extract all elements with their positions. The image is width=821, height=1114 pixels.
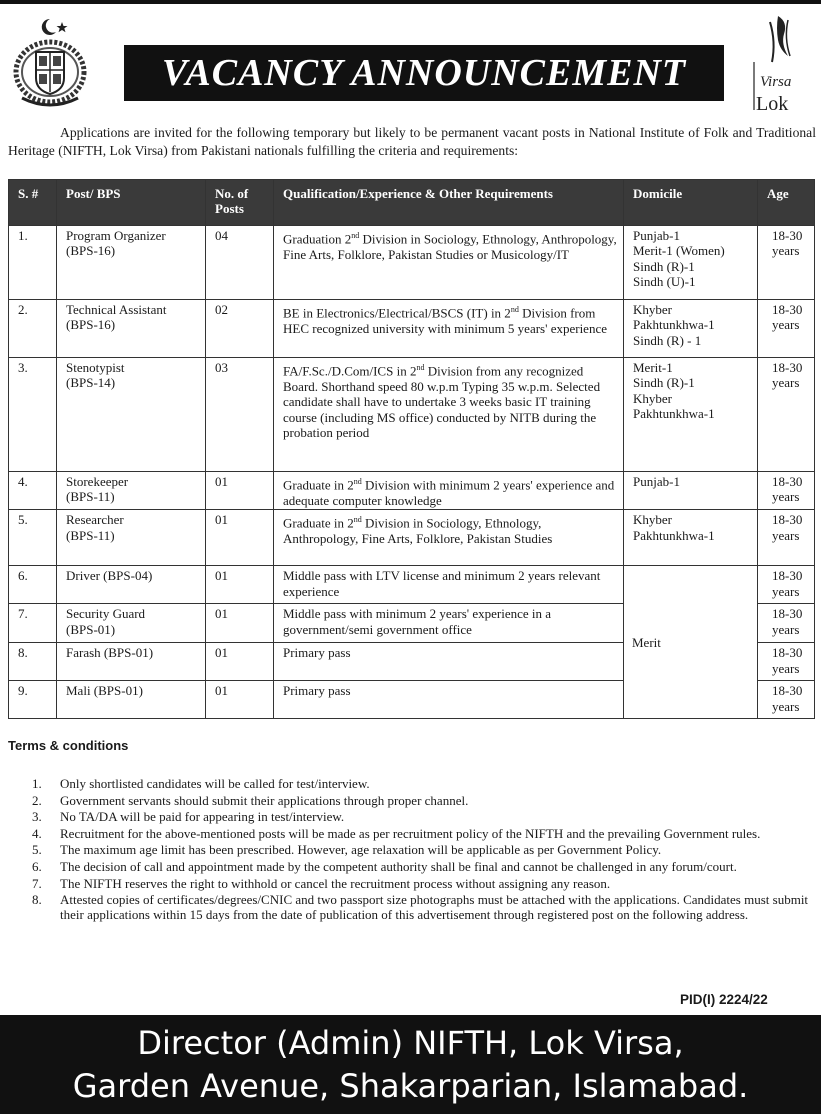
list-item: 3. No TA/DA will be paid for appearing in test/interview. [32, 809, 345, 825]
cell-domicile: Punjab-1 [624, 472, 758, 510]
cell-post: Program Organizer (BPS-16) [57, 226, 206, 300]
cell-qualification: Graduate in 2nd Division in Sociology, Ethnology, Anthropology, Fine Arts, Folklore, Pakistan Studies [274, 510, 624, 566]
cell-sn: 6. [9, 566, 57, 604]
col-header-age: Age [758, 180, 815, 226]
cell-posts: 01 [206, 681, 274, 719]
table-row [9, 226, 815, 300]
table-row [9, 510, 815, 566]
cell-sn: 1. [9, 226, 57, 300]
cell-domicile: Merit-1 Sindh (R)-1 Khyber Pakhtunkhwa-1 [624, 358, 758, 472]
cell-post: Technical Assistant (BPS-16) [57, 300, 206, 358]
cell-qualification: Graduate in 2nd Division with minimum 2 years' experience and adequate computer knowledge [274, 472, 624, 510]
col-header-qualification: Qualification/Experience & Other Requirements [274, 180, 624, 226]
page-title: VACANCY ANNOUNCEMENT [161, 52, 687, 94]
address-footer [0, 1015, 821, 1114]
pid-reference: PID(I) 2224/22 [680, 992, 768, 1007]
cell-sn: 9. [9, 681, 57, 719]
cell-age: 18-30 years [758, 510, 815, 566]
cell-sn: 5. [9, 510, 57, 566]
vacancy-table [8, 179, 815, 719]
logo-text-virsa: Virsa [760, 74, 792, 90]
cell-age: 18-30 years [758, 604, 815, 643]
cell-posts: 01 [206, 472, 274, 510]
col-header-sn: S. # [9, 180, 57, 226]
list-item: 4. Recruitment for the above-mentioned posts will be made as per recruitment policy of the NIFTH and the prevailing Government rules. [32, 825, 761, 841]
cell-qualification: BE in Electronics/Electrical/BSCS (IT) in 2nd Division from HEC recognized university with minimum 5 years' experience [274, 300, 624, 358]
cell-age: 18-30 years [758, 643, 815, 681]
cell-qualification: Middle pass with minimum 2 years' experience in a government/semi government office [274, 604, 624, 643]
cell-sn: 2. [9, 300, 57, 358]
cell-post: Researcher (BPS-11) [57, 510, 206, 566]
cell-age: 18-30 years [758, 300, 815, 358]
cell-post: Driver (BPS-04) [57, 566, 206, 604]
cell-domicile: Punjab-1 Merit-1 (Women) Sindh (R)-1 Sindh (U)-1 [624, 226, 758, 300]
cell-sn: 4. [9, 472, 57, 510]
title-banner [124, 45, 724, 101]
intro-paragraph: Applications are invited for the following temporary but likely to be permanent vacant posts in National Institute of Folk and Traditional Heritage (NIFTH, Lok Virsa) from Pakistani nationals fulfilling the criteria and requirements: [8, 125, 816, 158]
cell-sn: 3. [9, 358, 57, 472]
list-item: 6. The decision of call and appointment made by the competent authority shall be final and cannot be challenged in any forum/court. [32, 858, 737, 874]
cell-posts: 01 [206, 643, 274, 681]
cell-posts: 03 [206, 358, 274, 472]
cell-post: Stenotypist (BPS-14) [57, 358, 206, 472]
address-line-2: Garden Avenue, Shakarparian, Islamabad. [72, 1067, 749, 1105]
cell-age: 18-30 years [758, 358, 815, 472]
terms-heading: Terms & conditions [8, 738, 129, 753]
government-emblem-icon [12, 16, 88, 108]
list-item: 2. Government servants should submit their applications through proper channel. [32, 792, 469, 808]
logo-text-lok: Lok [756, 93, 789, 115]
list-item: 8. Attested copies of certificates/degrees/CNIC and two passport size photographs must be attached with the applications. Candidates must submit their applications within 15 days from the date of publication of this advertisement through registered post on the following address. [32, 892, 809, 923]
cell-sn: 8. [9, 643, 57, 681]
col-header-domicile: Domicile [624, 180, 758, 226]
cell-posts: 01 [206, 604, 274, 643]
terms-list [8, 776, 813, 924]
cell-age: 18-30 years [758, 472, 815, 510]
cell-post: Farash (BPS-01) [57, 643, 206, 681]
cell-qualification: Primary pass [274, 643, 624, 681]
table-row [9, 358, 815, 472]
cell-age: 18-30 years [758, 566, 815, 604]
table-row [9, 300, 815, 358]
table-header-row [9, 180, 815, 226]
cell-qualification: Middle pass with LTV license and minimum 2 years relevant experience [274, 566, 624, 604]
domicile-merit: Merit [632, 634, 661, 650]
list-item: 7. The NIFTH reserves the right to withhold or cancel the recruitment process without assigning any reason. [32, 875, 611, 891]
cell-age: 18-30 years [758, 681, 815, 719]
cell-post: Mali (BPS-01) [57, 681, 206, 719]
table-row [9, 566, 815, 604]
lok-virsa-logo [748, 12, 808, 116]
cell-posts: 01 [206, 566, 274, 604]
cell-post: Security Guard (BPS-01) [57, 604, 206, 643]
cell-qualification: Graduation 2nd Division in Sociology, Ethnology, Anthropology, Fine Arts, Folklore, Pakistan Studies or Musicology/IT [274, 226, 624, 300]
cell-qualification: FA/F.Sc./D.Com/ICS in 2nd Division from any recognized Board. Shorthand speed 80 w.p.m Typing 35 w.p.m. Selected candidate shall have to undertake 3 weeks basic IT training course (including MS office) conducted by NITB during the probation period [274, 358, 624, 472]
cell-posts: 01 [206, 510, 274, 566]
cell-qualification: Primary pass [274, 681, 624, 719]
col-header-posts: No. of Posts [206, 180, 274, 226]
top-rule [0, 0, 821, 4]
cell-posts: 02 [206, 300, 274, 358]
cell-posts: 04 [206, 226, 274, 300]
list-item: 5. The maximum age limit has been prescribed. However, age relaxation will be applicable as per Government Policy. [32, 842, 662, 858]
cell-domicile-merged [624, 566, 758, 719]
cell-sn: 7. [9, 604, 57, 643]
cell-post: Storekeeper (BPS-11) [57, 472, 206, 510]
address-line-1: Director (Admin) NIFTH, Lok Virsa, [137, 1024, 684, 1062]
cell-domicile: Khyber Pakhtunkhwa-1 [624, 510, 758, 566]
table-row [9, 472, 815, 510]
col-header-post: Post/ BPS [57, 180, 206, 226]
cell-age: 18-30 years [758, 226, 815, 300]
list-item: 1. Only shortlisted candidates will be called for test/interview. [32, 776, 370, 791]
cell-domicile: Khyber Pakhtunkhwa-1 Sindh (R) - 1 [624, 300, 758, 358]
